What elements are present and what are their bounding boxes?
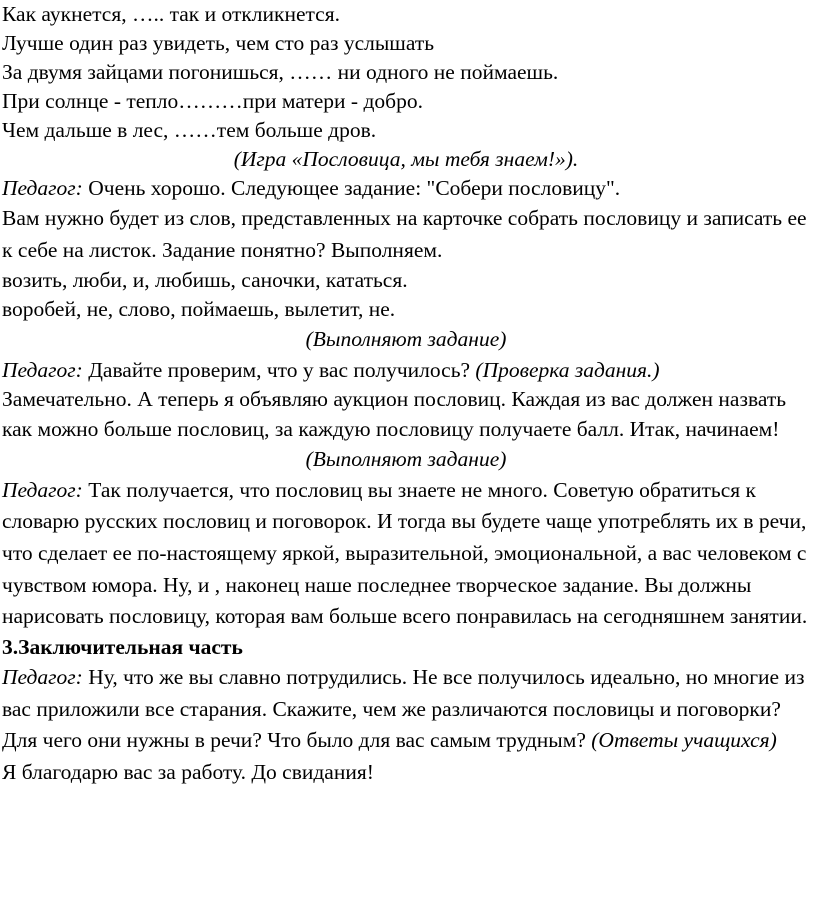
game-note: (Игра «Пословица, мы тебя знаем!»). xyxy=(233,147,579,171)
final-note: (Ответы учащихся) xyxy=(591,728,777,753)
advice-paragraph xyxy=(2,475,810,634)
proverb-line-5: Чем дальше в лес, ……тем больше дров. xyxy=(2,118,377,142)
final-text: Ну, что же вы славно потрудились. Не все получилось идеально, но многие из вас приложили все старания. Скажите, чем же различаются пословицы и поговорки? Для чего они нужны в речи? Что было для вас самым трудным? xyxy=(2,665,805,753)
proverb-line-3: За двумя зайцами погонишься, …… ни одного не поймаешь. xyxy=(2,60,559,84)
task2-intro-text: Очень хорошо. Следующее задание: "Собери пословицу". xyxy=(82,176,621,200)
section-heading: 3.Заключительная часть xyxy=(2,635,243,660)
proverb-line-4: При солнце - тепло………при матери - добро. xyxy=(2,89,423,113)
task2-instruction-paragraph: Вам нужно будет из слов, представленных на карточке собрать пословицу и записать ее к себе на листок. Задание понятно? Выполняем. xyxy=(2,206,807,262)
proverb-line-1: Как аукнется, ….. так и откликнется. xyxy=(2,2,340,26)
teacher-label: Педагог: xyxy=(2,357,83,382)
farewell-line: Я благодарю вас за работу. До свидания! xyxy=(2,760,374,785)
teacher-label: Педагог: xyxy=(2,176,83,200)
doing-task-note-1: (Выполняют задание) xyxy=(305,327,507,352)
advice-text: Так получается, что пословиц вы знаете не много. Советую обратиться к словарю русских пословиц и поговорок. И тогда вы будете чаще употреблять их в речи, что сделает ее по-настоящему яркой, выразительной, эмоциональной, а вас человеком с чувством юмора. Ну, и , наконец наше последнее творческое задание. Вы должны нарисовать пословицу, которая вам больше всего понравилась на сегодняшнем занятии. xyxy=(2,477,808,629)
check-text: Давайте проверим, что у вас получилось? xyxy=(82,357,476,382)
task2-intro-paragraph xyxy=(2,174,810,203)
doing-task-note-2: (Выполняют задание) xyxy=(305,447,507,471)
final-paragraph xyxy=(2,662,810,757)
card-words-line-2: воробей, не, слово, поймаешь, вылетит, не. xyxy=(2,297,396,322)
card-words-line-1: возить, люби, и, любишь, саночки, кататься. xyxy=(2,268,408,293)
teacher-label: Педагог: xyxy=(2,477,83,502)
check-note: (Проверка задания.) xyxy=(475,357,660,382)
teacher-label: Педагог: xyxy=(2,665,83,690)
check-paragraph xyxy=(2,355,810,386)
auction-paragraph: Замечательно. А теперь я объявляю аукцион пословиц. Каждая из вас должен назвать как можно больше пословиц, за каждую пословицу получаете балл. Итак, начинаем! xyxy=(2,387,787,441)
proverb-line-2: Лучше один раз увидеть, чем сто раз услышать xyxy=(2,31,435,55)
